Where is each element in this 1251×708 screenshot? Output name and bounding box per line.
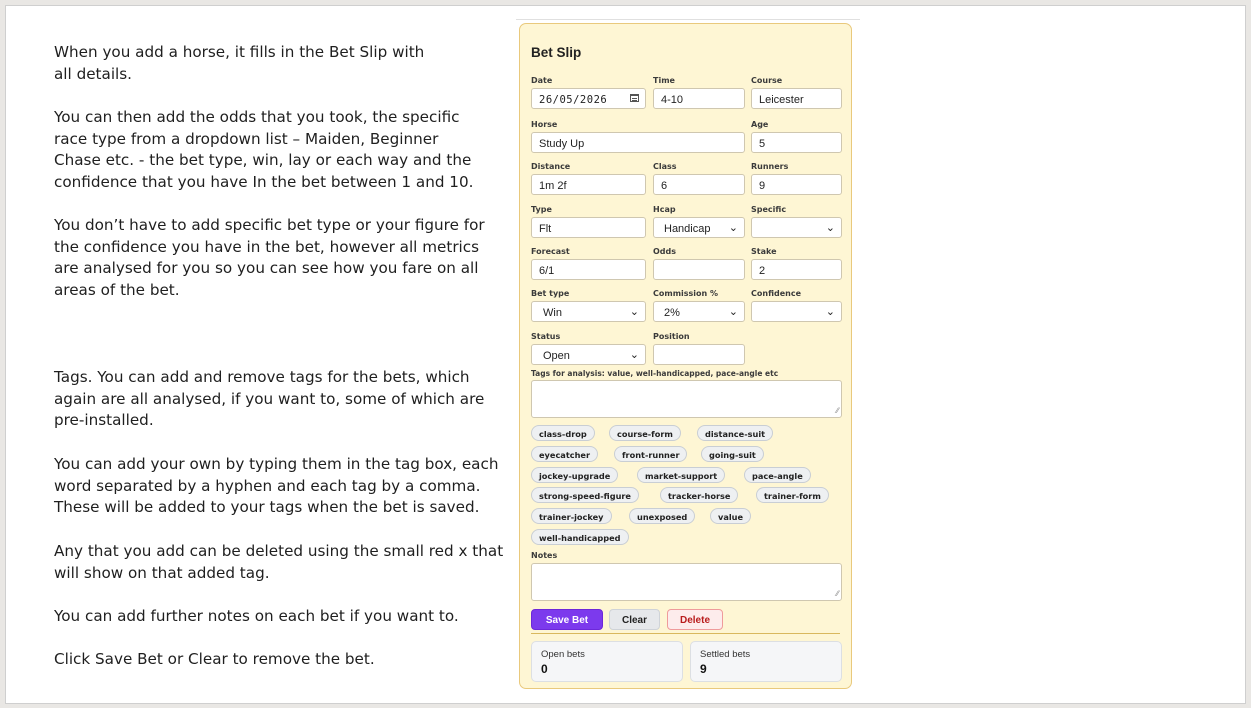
tag-chip[interactable]: trainer-jockey [531,508,612,524]
chevron-down-icon: ⌄ [629,349,639,361]
chevron-down-icon: ⌄ [629,306,639,318]
tag-chip[interactable]: distance-suit [697,425,773,441]
runners-label: Runners [751,162,789,171]
tag-chip[interactable]: going-suit [701,446,764,462]
date-input[interactable] [531,88,646,109]
course-label: Course [751,76,783,85]
status-value: Open [543,350,570,362]
instruction-paragraph-1: When you add a horse, it fills in the Bet Slip with all details. [54,43,425,83]
settled-bets-label: Settled bets [700,649,751,660]
delete-button[interactable]: Delete [667,609,723,630]
notes-label: Notes [531,551,558,560]
bet-type-label: Bet type [531,289,570,298]
clear-button[interactable]: Clear [609,609,660,630]
specific-select[interactable] [751,217,842,238]
class-input[interactable]: 6 [653,174,745,195]
status-label: Status [531,332,561,341]
runners-input[interactable]: 9 [751,174,842,195]
instruction-paragraph-7: You can add further notes on each bet if you want to. [54,607,459,625]
settled-bets-value: 9 [700,662,707,676]
tags-label: Tags for analysis: value, well-handicapped, pace-angle etc [531,369,779,378]
resize-grip-icon[interactable]: ∕∕ [836,406,839,415]
tag-chip[interactable]: value [710,508,751,524]
tag-chip[interactable]: pace-angle [744,467,811,483]
open-bets-card [531,641,683,682]
hcap-label: Hcap [653,205,676,214]
top-divider [516,19,860,20]
bet-slip-panel [519,23,852,689]
tag-chip[interactable]: jockey-upgrade [531,467,618,483]
instruction-paragraph-5: You can add your own by typing them in the tag box, each word separated by a hyphen and each tag by a comma. These will be added to your tags when the bet is saved. [54,455,499,517]
instruction-paragraph-6: Any that you add can be deleted using the small red x that will show on that added tag. [54,542,504,582]
age-label: Age [751,120,769,129]
age-input[interactable]: 5 [751,132,842,153]
confidence-select[interactable] [751,301,842,322]
course-input[interactable]: Leicester [751,88,842,109]
tag-chip[interactable]: trainer-form [756,487,829,503]
tag-chip[interactable]: well-handicapped [531,529,629,545]
tag-chip[interactable]: unexposed [629,508,695,524]
tag-chip[interactable]: front-runner [614,446,687,462]
odds-input[interactable] [653,259,745,280]
time-label: Time [653,76,675,85]
open-bets-value: 0 [541,662,548,676]
bet-slip-title: Bet Slip [531,45,582,60]
settled-bets-card [690,641,842,682]
commission-label: Commission % [653,289,719,298]
forecast-input[interactable]: 6/1 [531,259,646,280]
tag-chip[interactable]: eyecatcher [531,446,598,462]
specific-label: Specific [751,205,787,214]
class-label: Class [653,162,677,171]
notes-textarea[interactable] [531,563,842,601]
stake-label: Stake [751,247,777,256]
commission-select[interactable] [653,301,745,322]
distance-input[interactable]: 1m 2f [531,174,646,195]
tag-chip[interactable]: tracker-horse [660,487,738,503]
tags-textarea[interactable] [531,380,842,418]
horse-label: Horse [531,120,558,129]
stats-divider [531,633,840,634]
calendar-icon[interactable] [630,94,639,102]
chevron-down-icon: ⌄ [825,222,835,234]
chevron-down-icon: ⌄ [825,306,835,318]
confidence-label: Confidence [751,289,802,298]
distance-label: Distance [531,162,571,171]
instruction-paragraph-3: You don’t have to add specific bet type or your figure for the confidence you have in the bet, however all metrics are analysed for you so you can see how you fare on all areas of the bet. [54,216,485,299]
instruction-paragraph-4: Tags. You can add and remove tags for the bets, which again are all analysed, if you want to, some of which are pre-installed. [54,368,485,430]
tag-chip[interactable]: strong-speed-figure [531,487,639,503]
forecast-label: Forecast [531,247,570,256]
status-select[interactable] [531,344,646,365]
odds-label: Odds [653,247,677,256]
type-label: Type [531,205,552,214]
chevron-down-icon: ⌄ [728,306,738,318]
open-bets-label: Open bets [541,649,585,660]
instruction-paragraph-8: Click Save Bet or Clear to remove the bet. [54,650,375,668]
hcap-select[interactable] [653,217,745,238]
time-input[interactable]: 4-10 [653,88,745,109]
position-label: Position [653,332,690,341]
instruction-paragraph-2: You can then add the odds that you took, the specific race type from a dropdown list – Maiden, Beginner Chase etc. - the bet type, win, lay or each way and the confidence that you have In the bet between 1 and 10. [54,108,474,191]
bet-type-value: Win [543,307,562,319]
save-bet-button[interactable]: Save Bet [531,609,603,630]
tag-chip[interactable]: class-drop [531,425,595,441]
chevron-down-icon: ⌄ [728,222,738,234]
date-label: Date [531,76,553,85]
horse-input[interactable]: Study Up [531,132,745,153]
tag-chip[interactable]: course-form [609,425,681,441]
type-input[interactable]: Flt [531,217,646,238]
stake-input[interactable]: 2 [751,259,842,280]
tag-chip[interactable]: market-support [637,467,725,483]
resize-grip-icon[interactable]: ∕∕ [836,589,839,598]
commission-value: 2% [664,307,680,319]
slide [5,5,1246,704]
hcap-value: Handicap [664,223,711,235]
bet-type-select[interactable] [531,301,646,322]
position-input[interactable] [653,344,745,365]
date-value: 26/05/2026 [539,94,608,106]
